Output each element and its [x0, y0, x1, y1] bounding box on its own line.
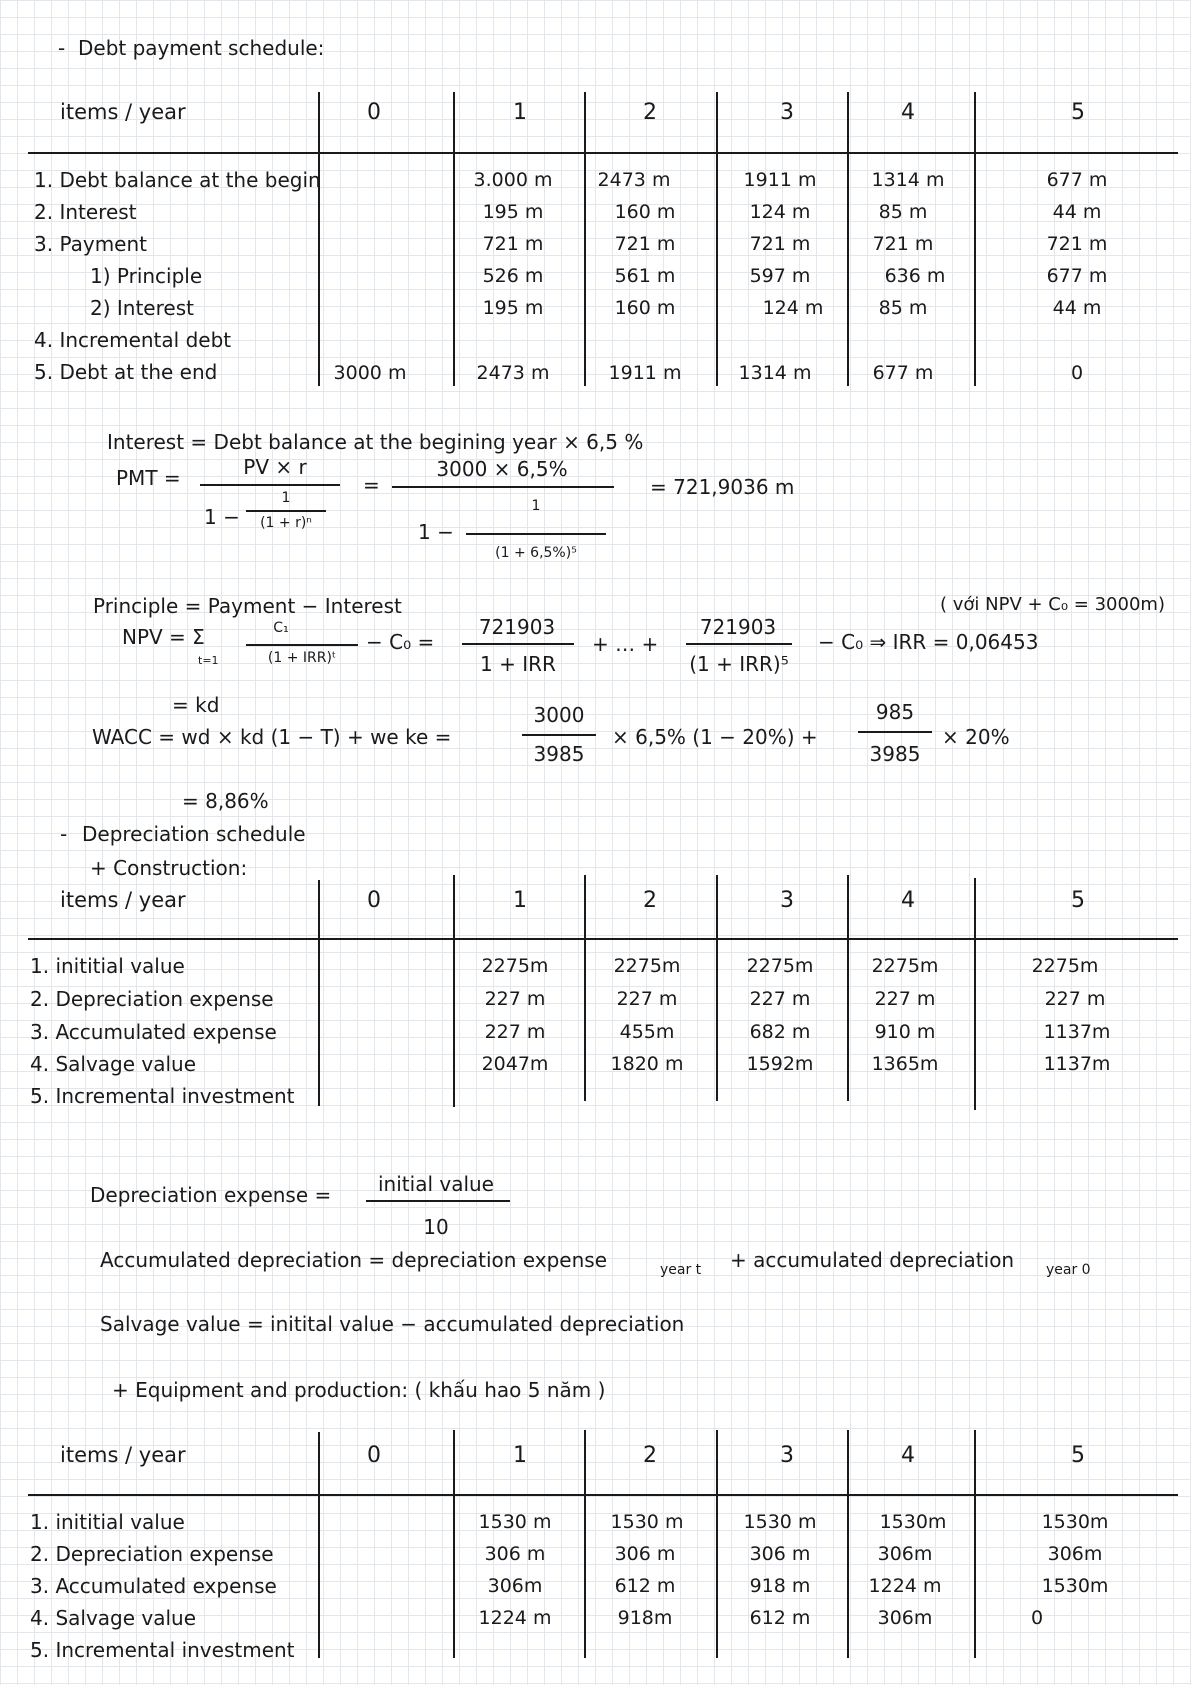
table-header-items: items / year — [60, 1443, 186, 1467]
header-year-4: 4 — [901, 1443, 915, 1468]
pmt-result: = 721,9036 m — [650, 475, 795, 499]
table-cell: 1530 m — [610, 1511, 684, 1533]
header-year-3: 3 — [780, 1443, 794, 1468]
table-cell: 1224 m — [868, 1575, 942, 1597]
fraction-bar — [686, 643, 792, 645]
debt-header-year-2: 2 — [643, 100, 657, 125]
header-year-2: 2 — [643, 1443, 657, 1468]
npv-d2: (1 + IRR)⁵ — [689, 652, 789, 676]
table-cell: 3000 m — [333, 362, 407, 384]
table-divider — [318, 1432, 320, 1658]
table-cell: 682 m — [749, 1021, 811, 1043]
wacc-tail: × 20% — [942, 725, 1010, 749]
debt-schedule-title: Debt payment schedule: — [78, 36, 325, 60]
salvage-formula: Salvage value = initital value − accumulated depreciation — [100, 1312, 685, 1336]
table-cell: 306m — [1047, 1543, 1103, 1565]
table-row-label: 5. Incremental investment — [30, 1084, 295, 1108]
table-cell: 227 m — [616, 988, 678, 1010]
table-header-items: items / year — [60, 888, 186, 912]
npv-n2: 721903 — [699, 615, 777, 639]
npv-note: ( với NPV + C₀ = 3000m) — [940, 594, 1165, 615]
table-row-label: 4. Incremental debt — [34, 328, 232, 352]
debt-table-divider — [584, 92, 586, 386]
table-cell: 1137m — [1043, 1053, 1111, 1075]
table-row-label: 1) Principle — [90, 264, 203, 288]
table-divider — [318, 880, 320, 1106]
table-cell: 721 m — [1046, 233, 1108, 255]
header-year-3: 3 — [780, 888, 794, 913]
table-cell: 918 m — [749, 1575, 811, 1597]
table-divider — [847, 875, 849, 1101]
debt-table-header-rule — [28, 152, 1178, 154]
table-cell: 124 m — [749, 201, 811, 223]
table-cell: 44 m — [1052, 201, 1102, 223]
table-cell: 612 m — [749, 1607, 811, 1629]
table-row-label: 1. inititial value — [30, 954, 185, 978]
table-row-label: 2. Interest — [34, 200, 137, 224]
table-cell: 561 m — [614, 265, 676, 287]
table-cell: 2275m — [871, 955, 939, 977]
table-cell: 677 m — [872, 362, 934, 384]
pmt2-den-den: (1 + 6,5%)⁵ — [495, 545, 577, 561]
construction-title: + Construction: — [90, 856, 248, 880]
table-cell: 2275m — [613, 955, 681, 977]
debt-header-year-5: 5 — [1071, 100, 1085, 125]
table-cell: 160 m — [614, 297, 676, 319]
table-cell: 306m — [487, 1575, 543, 1597]
table-row-label: 2. Depreciation expense — [30, 1542, 274, 1566]
table-cell: 85 m — [878, 201, 928, 223]
fraction-bar — [246, 510, 326, 512]
fraction-bar — [466, 533, 606, 535]
fraction-bar — [246, 644, 358, 646]
table-cell: 1314 m — [871, 169, 945, 191]
table-cell: 721 m — [614, 233, 676, 255]
npv-irr-result: − C₀ ⇒ IRR = 0,06453 — [818, 630, 1039, 654]
table-divider — [453, 875, 455, 1107]
debt-table-divider — [974, 92, 976, 386]
pmt2-den-prefix: 1 − — [418, 520, 454, 544]
wacc-label: WACC = wd × kd (1 − T) + we ke = — [92, 725, 452, 749]
dep-expense-denominator: 10 — [423, 1215, 449, 1239]
npv-sum-lower: t=1 — [198, 654, 219, 667]
table-cell: 227 m — [874, 988, 936, 1010]
npv-minus-c0: − C₀ = — [366, 630, 435, 654]
kd-line: = kd — [172, 693, 220, 717]
section-dash: - — [58, 36, 66, 60]
npv-c1: C₁ — [273, 620, 289, 636]
npv-den: (1 + IRR)ᵗ — [267, 650, 337, 666]
table-cell: 1911 m — [743, 169, 817, 191]
table-cell: 918m — [617, 1607, 673, 1629]
table-cell: 306 m — [749, 1543, 811, 1565]
table-cell: 721 m — [749, 233, 811, 255]
debt-header-year-3: 3 — [780, 100, 794, 125]
table-cell: 306 m — [484, 1543, 546, 1565]
principle-formula: Principle = Payment − Interest — [93, 594, 402, 618]
dep-expense-label: Depreciation expense = — [90, 1183, 332, 1207]
table-divider — [974, 1430, 976, 1658]
accumulated-dep-mid: + accumulated depreciation — [730, 1248, 1015, 1272]
section-dash: - — [60, 822, 68, 846]
wacc-result: = 8,86% — [182, 789, 269, 813]
table-cell: 2275m — [1031, 955, 1099, 977]
wacc-d1: 3985 — [533, 742, 585, 766]
table-cell: 2275m — [481, 955, 549, 977]
table-cell: 1530m — [1041, 1511, 1109, 1533]
table-row-label: 5. Debt at the end — [34, 360, 218, 384]
header-year-4: 4 — [901, 888, 915, 913]
table-cell: 306m — [877, 1543, 933, 1565]
table-cell: 0 — [1070, 362, 1084, 384]
table-divider — [847, 1430, 849, 1658]
interest-formula: Interest = Debt balance at the begining year × 6,5 % — [107, 430, 644, 454]
table-divider — [716, 875, 718, 1101]
table-cell: 0 — [1030, 1607, 1044, 1629]
pmt-den-prefix: 1 − — [204, 505, 240, 529]
debt-header-year-4: 4 — [901, 100, 915, 125]
pmt-label: PMT = — [116, 466, 181, 490]
acc-dep-subscript-2: year 0 — [1046, 1262, 1091, 1278]
table-cell: 306m — [877, 1607, 933, 1629]
table-divider — [974, 878, 976, 1110]
fraction-bar — [858, 731, 932, 733]
accumulated-dep-formula: Accumulated depreciation = depreciation expense — [100, 1248, 607, 1272]
table-cell: 1314 m — [738, 362, 812, 384]
depreciation-title: Depreciation schedule — [82, 822, 306, 846]
debt-header-year-0: 0 — [367, 100, 381, 125]
table-cell: 227 m — [484, 1021, 546, 1043]
table-cell: 160 m — [614, 201, 676, 223]
table-cell: 2047m — [481, 1053, 549, 1075]
table-row-label: 4. Salvage value — [30, 1606, 197, 1630]
table-row-label: 3. Payment — [34, 232, 147, 256]
table-row-label: 1. Debt balance at the begin — [34, 168, 321, 192]
pmt-den-den: (1 + r)ⁿ — [260, 515, 312, 531]
table-cell: 910 m — [874, 1021, 936, 1043]
fraction-bar — [392, 486, 614, 488]
table-cell: 227 m — [749, 988, 811, 1010]
table-cell: 1530m — [1041, 1575, 1109, 1597]
table-cell: 721 m — [872, 233, 934, 255]
header-year-0: 0 — [367, 888, 381, 913]
debt-table-header-items: items / year — [60, 100, 186, 124]
table-cell: 2473 m — [597, 169, 671, 191]
table-cell: 1224 m — [478, 1607, 552, 1629]
header-year-5: 5 — [1071, 888, 1085, 913]
dep-expense-numerator: initial value — [378, 1172, 494, 1196]
header-year-1: 1 — [513, 888, 527, 913]
wacc-n1: 3000 — [533, 703, 585, 727]
header-year-1: 1 — [513, 1443, 527, 1468]
table-divider — [584, 1430, 586, 1658]
table-cell: 677 m — [1046, 265, 1108, 287]
table-cell: 1911 m — [608, 362, 682, 384]
table-cell: 1530m — [879, 1511, 947, 1533]
table-cell: 1592m — [746, 1053, 814, 1075]
table-cell: 44 m — [1052, 297, 1102, 319]
table-row-label: 1. inititial value — [30, 1510, 185, 1534]
npv-dots: + … + — [592, 632, 659, 656]
npv-label: NPV = Σ — [122, 625, 205, 649]
table-cell: 597 m — [749, 265, 811, 287]
table-cell: 526 m — [482, 265, 544, 287]
table-cell: 227 m — [1044, 988, 1106, 1010]
header-year-2: 2 — [643, 888, 657, 913]
pmt2-numerator: 3000 × 6,5% — [436, 457, 568, 481]
table-header-rule — [28, 1494, 1178, 1496]
header-year-0: 0 — [367, 1443, 381, 1468]
debt-table-divider — [716, 92, 718, 386]
table-cell: 612 m — [614, 1575, 676, 1597]
header-year-5: 5 — [1071, 1443, 1085, 1468]
acc-dep-subscript-1: year t — [660, 1262, 702, 1278]
npv-n1: 721903 — [478, 615, 556, 639]
debt-table-divider — [318, 92, 320, 386]
table-header-rule — [28, 938, 1178, 940]
table-cell: 195 m — [482, 297, 544, 319]
table-cell: 1530 m — [478, 1511, 552, 1533]
table-cell: 455m — [619, 1021, 675, 1043]
table-cell: 85 m — [878, 297, 928, 319]
table-row-label: 4. Salvage value — [30, 1052, 197, 1076]
fraction-bar — [462, 643, 574, 645]
table-divider — [584, 875, 586, 1101]
table-cell: 227 m — [484, 988, 546, 1010]
table-cell: 1820 m — [610, 1053, 684, 1075]
fraction-bar — [366, 1200, 510, 1202]
table-cell: 1365m — [871, 1053, 939, 1075]
table-row-label: 3. Accumulated expense — [30, 1574, 277, 1598]
pmt-den-num: 1 — [281, 490, 291, 506]
wacc-mid: × 6,5% (1 − 20%) + — [612, 725, 818, 749]
npv-d1: 1 + IRR — [480, 652, 556, 676]
table-row-label: 3. Accumulated expense — [30, 1020, 277, 1044]
table-row-label: 2. Depreciation expense — [30, 987, 274, 1011]
table-cell: 2275m — [746, 955, 814, 977]
table-divider — [716, 1430, 718, 1658]
table-cell: 721 m — [482, 233, 544, 255]
fraction-bar — [200, 484, 340, 486]
table-cell: 677 m — [1046, 169, 1108, 191]
wacc-n2: 985 — [875, 700, 915, 724]
table-cell: 3.000 m — [473, 169, 553, 191]
table-divider — [453, 1430, 455, 1658]
table-cell: 1530 m — [743, 1511, 817, 1533]
table-cell: 124 m — [762, 297, 824, 319]
table-cell: 2473 m — [476, 362, 550, 384]
equals-sign: = — [363, 473, 380, 497]
pmt2-den-num: 1 — [531, 498, 541, 514]
fraction-bar — [522, 734, 596, 736]
wacc-d2: 3985 — [869, 742, 921, 766]
equipment-title: + Equipment and production: ( khấu hao 5 năm ) — [112, 1378, 606, 1402]
table-cell: 1137m — [1043, 1021, 1111, 1043]
debt-table-divider — [453, 92, 455, 386]
table-cell: 195 m — [482, 201, 544, 223]
pmt-numerator: PV × r — [243, 455, 307, 479]
table-cell: 636 m — [884, 265, 946, 287]
debt-header-year-1: 1 — [513, 100, 527, 125]
table-row-label: 2) Interest — [90, 296, 194, 320]
table-cell: 306 m — [614, 1543, 676, 1565]
table-row-label: 5. Incremental investment — [30, 1638, 295, 1662]
